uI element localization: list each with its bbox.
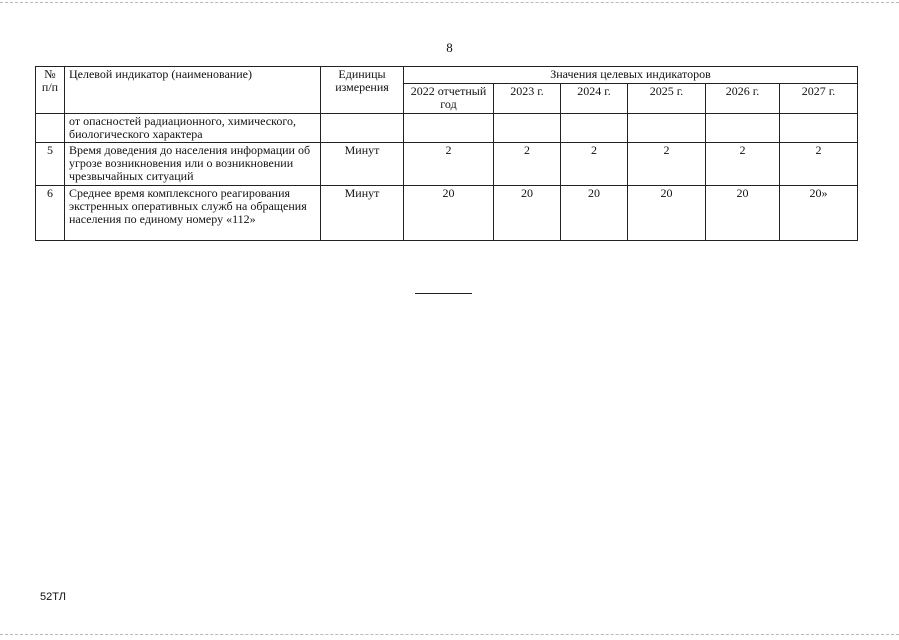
cell-value: [706, 114, 780, 143]
header-year-2024: 2024 г.: [561, 84, 628, 114]
document-code: 52ТЛ: [40, 591, 66, 603]
cell-value: [780, 114, 858, 143]
cell-value: [494, 114, 561, 143]
table-header-row: [36, 67, 858, 84]
cell-indicator-name: Время доведения до населения информации об угрозе возникновения или о возникновении чрезвычайных ситуаций: [65, 143, 321, 186]
table-row-continuation: [36, 114, 858, 143]
header-num: № п/п: [36, 67, 65, 114]
table-row-6: [36, 186, 858, 241]
header-unit: Единицы измерения: [321, 67, 404, 114]
end-separator-line: [415, 293, 472, 294]
cell-num: 6: [36, 186, 65, 241]
cell-value: [404, 114, 494, 143]
cell-value: [628, 114, 706, 143]
cell-value-2027: 20»: [780, 186, 858, 241]
cell-value-2024: 2: [561, 143, 628, 186]
target-indicators-table: [35, 66, 858, 241]
cell-unit: [321, 114, 404, 143]
cell-value-2025: 20: [628, 186, 706, 241]
cell-value-2023: 20: [494, 186, 561, 241]
cell-value-2025: 2: [628, 143, 706, 186]
cell-num: [36, 114, 65, 143]
cell-unit: Минут: [321, 143, 404, 186]
cell-indicator-name: Среднее время комплексного реагирования экстренных оперативных служб на обращения населения по единому номеру «112»: [65, 186, 321, 241]
header-year-2023: 2023 г.: [494, 84, 561, 114]
cell-num: 5: [36, 143, 65, 186]
header-indicator-name: Целевой индикатор (наименование): [65, 67, 321, 114]
cell-value-2023: 2: [494, 143, 561, 186]
cell-value-2027: 2: [780, 143, 858, 186]
header-year-2025: 2025 г.: [628, 84, 706, 114]
header-values-group: Значения целевых индикаторов: [404, 67, 858, 84]
cell-unit: Минут: [321, 186, 404, 241]
scan-edge-bottom: [0, 634, 899, 636]
cell-indicator-name: от опасностей радиационного, химического, биологического характера: [65, 114, 321, 143]
scan-edge-top: [0, 2, 899, 4]
page-number: 8: [446, 40, 453, 55]
cell-value-2024: 20: [561, 186, 628, 241]
header-year-2026: 2026 г.: [706, 84, 780, 114]
header-year-2027: 2027 г.: [780, 84, 858, 114]
cell-value-2022: 20: [404, 186, 494, 241]
cell-value-2022: 2: [404, 143, 494, 186]
table-row-5: [36, 143, 858, 186]
cell-value-2026: 2: [706, 143, 780, 186]
cell-value: [561, 114, 628, 143]
cell-value-2026: 20: [706, 186, 780, 241]
header-year-2022: 2022 отчетный год: [404, 84, 494, 114]
